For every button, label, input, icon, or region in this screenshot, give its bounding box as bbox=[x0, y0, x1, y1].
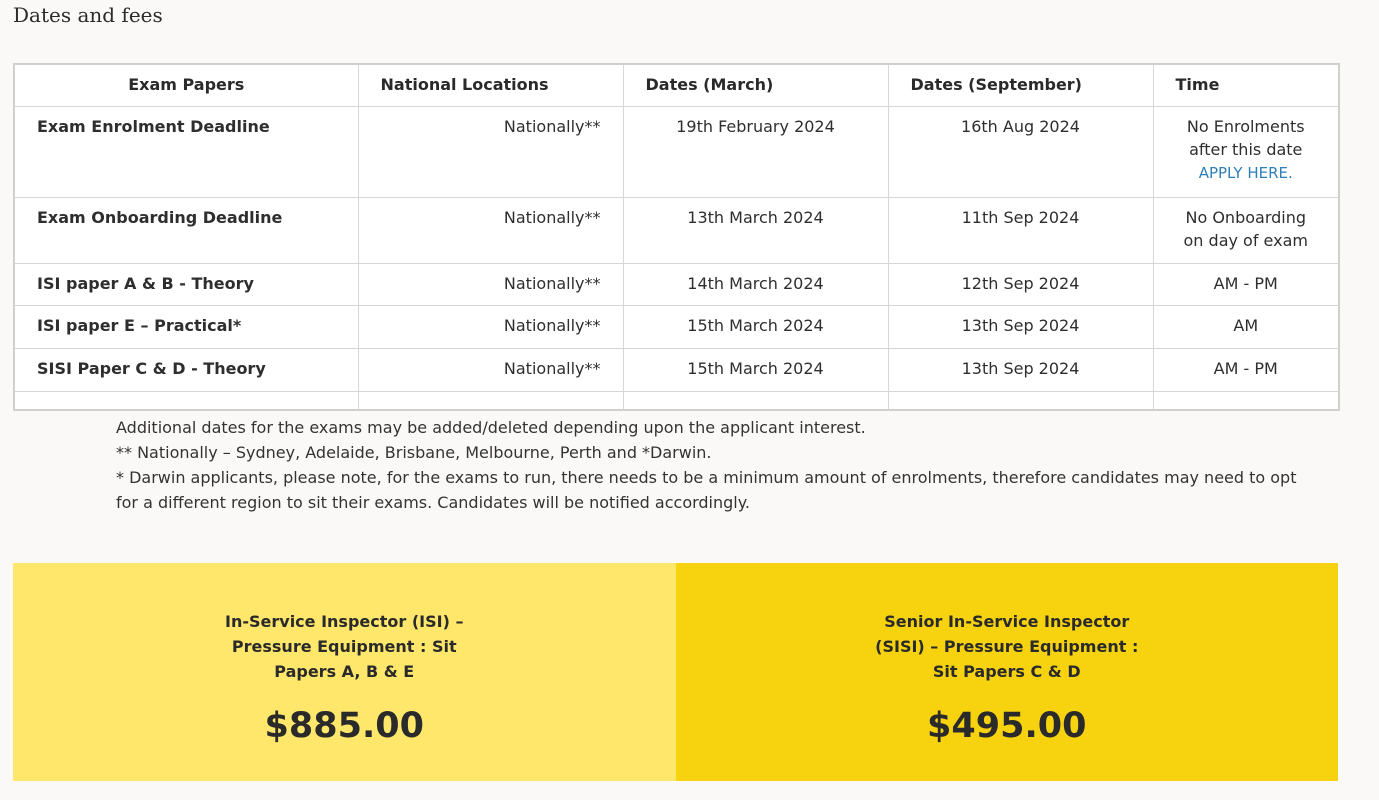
cell-time bbox=[1153, 106, 1339, 197]
cell-date-march: 19th February 2024 bbox=[623, 106, 888, 197]
cell-location: Nationally** bbox=[358, 305, 623, 348]
cell-date-march: 13th March 2024 bbox=[623, 197, 888, 263]
header-exam-papers: Exam Papers bbox=[14, 64, 358, 106]
table-row bbox=[14, 305, 1339, 348]
fees-section bbox=[13, 563, 1338, 781]
fee-name: Senior In-Service Inspector (SISI) – Pressure Equipment : Sit Papers C & D bbox=[875, 612, 1139, 681]
table-row bbox=[14, 106, 1339, 197]
table-header-row bbox=[14, 64, 1339, 106]
empty-cell bbox=[1153, 391, 1339, 410]
cell-date-march: 15th March 2024 bbox=[623, 305, 888, 348]
time-line: No Onboarding bbox=[1185, 207, 1307, 227]
note-additional-dates: Additional dates for the exams may be added/deleted depending upon the applicant interest. bbox=[116, 418, 866, 437]
exam-schedule-table bbox=[13, 63, 1340, 411]
fee-price: $495.00 bbox=[927, 706, 1087, 746]
header-national-locations: National Locations bbox=[358, 64, 623, 106]
table-row bbox=[14, 197, 1339, 263]
cell-time bbox=[1153, 197, 1339, 263]
table-notes bbox=[116, 415, 1316, 515]
cell-exam-paper: ISI paper E – Practical* bbox=[14, 305, 358, 348]
empty-cell bbox=[14, 391, 358, 410]
empty-cell bbox=[623, 391, 888, 410]
note-nationally: ** Nationally – Sydney, Adelaide, Brisbane, Melbourne, Perth and *Darwin. bbox=[116, 443, 712, 462]
empty-cell bbox=[358, 391, 623, 410]
header-dates-september: Dates (September) bbox=[888, 64, 1153, 106]
cell-date-september: 13th Sep 2024 bbox=[888, 305, 1153, 348]
fee-name: In-Service Inspector (ISI) – Pressure Equipment : Sit Papers A, B & E bbox=[225, 612, 464, 681]
header-dates-march: Dates (March) bbox=[623, 64, 888, 106]
cell-time: AM bbox=[1153, 305, 1339, 348]
table-row-empty bbox=[14, 391, 1339, 410]
apply-here-link[interactable]: APPLY HERE. bbox=[1198, 163, 1293, 182]
cell-date-september: 13th Sep 2024 bbox=[888, 348, 1153, 391]
cell-date-march: 15th March 2024 bbox=[623, 348, 888, 391]
page-title: Dates and fees bbox=[13, 3, 163, 27]
time-line: after this date bbox=[1189, 139, 1303, 159]
cell-location: Nationally** bbox=[358, 348, 623, 391]
cell-exam-paper: Exam Onboarding Deadline bbox=[14, 197, 358, 263]
table-row bbox=[14, 348, 1339, 391]
cell-time: AM - PM bbox=[1153, 348, 1339, 391]
cell-location: Nationally** bbox=[358, 197, 623, 263]
cell-date-september: 11th Sep 2024 bbox=[888, 197, 1153, 263]
fee-price: $885.00 bbox=[264, 706, 424, 746]
cell-location: Nationally** bbox=[358, 106, 623, 197]
cell-time: AM - PM bbox=[1153, 263, 1339, 305]
cell-exam-paper: ISI paper A & B - Theory bbox=[14, 263, 358, 305]
table-row bbox=[14, 263, 1339, 305]
time-line: No Enrolments bbox=[1186, 116, 1305, 136]
cell-date-september: 12th Sep 2024 bbox=[888, 263, 1153, 305]
cell-date-september: 16th Aug 2024 bbox=[888, 106, 1153, 197]
cell-date-march: 14th March 2024 bbox=[623, 263, 888, 305]
cell-location: Nationally** bbox=[358, 263, 623, 305]
cell-exam-paper: Exam Enrolment Deadline bbox=[14, 106, 358, 197]
header-time: Time bbox=[1153, 64, 1339, 106]
note-darwin: * Darwin applicants, please note, for the exams to run, there needs to be a minimum amount of enrolments, therefore candidates may need to opt for a different region to sit their exams. Candidates will be notified accordingly. bbox=[116, 468, 1297, 512]
fee-card-sisi bbox=[676, 563, 1339, 781]
fee-card-isi bbox=[13, 563, 676, 781]
time-line: on day of exam bbox=[1183, 230, 1308, 250]
cell-exam-paper: SISI Paper C & D - Theory bbox=[14, 348, 358, 391]
empty-cell bbox=[888, 391, 1153, 410]
